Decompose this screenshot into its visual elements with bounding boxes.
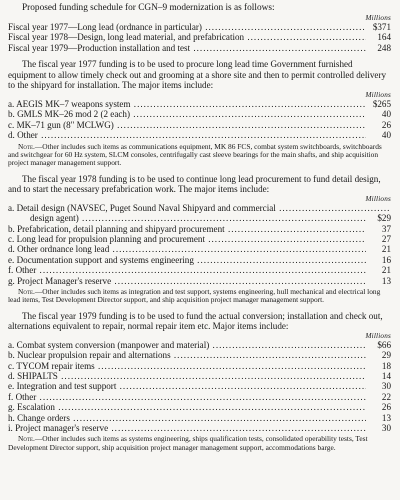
units-label: Millions — [365, 91, 391, 99]
units-label: Millions — [365, 331, 391, 340]
list-item: d. Other ordnance long lead ..... 21 — [8, 244, 391, 254]
list-item-continued: design agent) ..... $29 — [8, 213, 391, 223]
note-text: —Other includes such items as systems engineering, ships qualification tests, consolidated operability tests, Test Development Director support, ship acquisition project manager management support, accommodations barge. — [8, 434, 368, 452]
schedule-row: Fiscal year 1979—Production installation and test ..... 248 — [8, 43, 391, 53]
schedule-row: Fiscal year 1978—Design, long lead material, and prefabrication ..... 164 — [8, 32, 391, 42]
fy1977-note — [8, 143, 391, 168]
list-item: f. Other ..... 21 — [8, 265, 391, 275]
list-item: b. GMLS MK–26 mod 2 (2 each) ..... 40 — [8, 109, 391, 119]
note-label: Note. — [18, 286, 35, 296]
fy1979-text: The fiscal year 1979 funding is to be used to fund the actual conversion; installation and check out, alternations equivalent to repair, normal repair item etc. Major items include: — [8, 310, 383, 332]
units-label: Millions — [365, 194, 391, 203]
schedule-intro: Proposed funding schedule for CGN–9 modernization is as follows: — [22, 3, 275, 13]
fy1978-section — [8, 174, 391, 305]
fy1977-section — [8, 59, 391, 167]
list-item: d. SHIPALTS ..... 14 — [8, 371, 391, 381]
note-text: —Other includes such items as integration and test support, systems engineering, hull mechanical and electrical long lead items, Test Development Director support, and ship acquisition project manager management support. — [8, 286, 381, 305]
list-item: b. Nuclear propulsion repair and alternations ..... 29 — [8, 350, 391, 360]
list-item: a. Detail design (NAVSEC, Puget Sound Naval Shipyard and commercial ..... — [8, 203, 391, 213]
list-item: c. MK–71 gun (8" MCLWG) ..... 26 — [8, 120, 391, 130]
schedule-row: Fiscal year 1977—Long lead (ordnance in particular) ..... $371 — [8, 22, 391, 32]
note-label: Note. — [18, 141, 35, 151]
list-item: e. Documentation support and systems engineering ..... 16 — [8, 255, 391, 265]
funding-schedule — [8, 22, 391, 53]
list-item: h. Change orders ..... 13 — [8, 413, 391, 423]
fy1978-text: The fiscal year 1978 funding is to be used to continue long lead procurement to fund detail design, and to start the necessary prefabrication work. The major items include: — [8, 173, 381, 195]
list-item: e. Integration and test support ..... 30 — [8, 381, 391, 391]
list-item: c. TYCOM repair items ..... 18 — [8, 361, 391, 371]
list-item: c. Long lead for propulsion planning and procurement ..... 27 — [8, 234, 391, 244]
note-text: —Other includes such items as communications equipment, MK 86 FCS, combat system switchboards, switchboards and switchgear for 60 Hz system, SLCM consoles, centrifugally cast sleeve bearings for the main shafts, and ship acquisition project manager management support. — [8, 141, 382, 168]
fy1977-text: The fiscal year 1977 funding is to be used to procure long lead time Government furnished equipment to allow timely check out and grooming at a shore site and then to permit controlled delivery to the shipyard for installation. The major items include: — [8, 59, 387, 91]
list-item: f. Other ..... 22 — [8, 392, 391, 402]
list-item: a. Combat system conversion (manpower and material) ..... $66 — [8, 340, 391, 350]
fy1979-section — [8, 311, 391, 452]
list-item: a. AEGIS MK–7 weapons system ..... $265 — [8, 99, 391, 109]
note-label: Note. — [18, 434, 35, 444]
list-item: i. Project manager's reserve ..... 30 — [8, 423, 391, 433]
list-item: g. Escalation ..... 26 — [8, 402, 391, 412]
units-label: Millions — [365, 14, 391, 22]
list-item: b. Prefabrication, detail planning and shipyard procurement ..... 37 — [8, 224, 391, 234]
fy1979-note — [8, 435, 391, 452]
fy1978-note — [8, 288, 391, 305]
list-item: d. Other ..... 40 — [8, 130, 391, 140]
list-item: g. Project Manager's reserve ..... 13 — [8, 276, 391, 286]
